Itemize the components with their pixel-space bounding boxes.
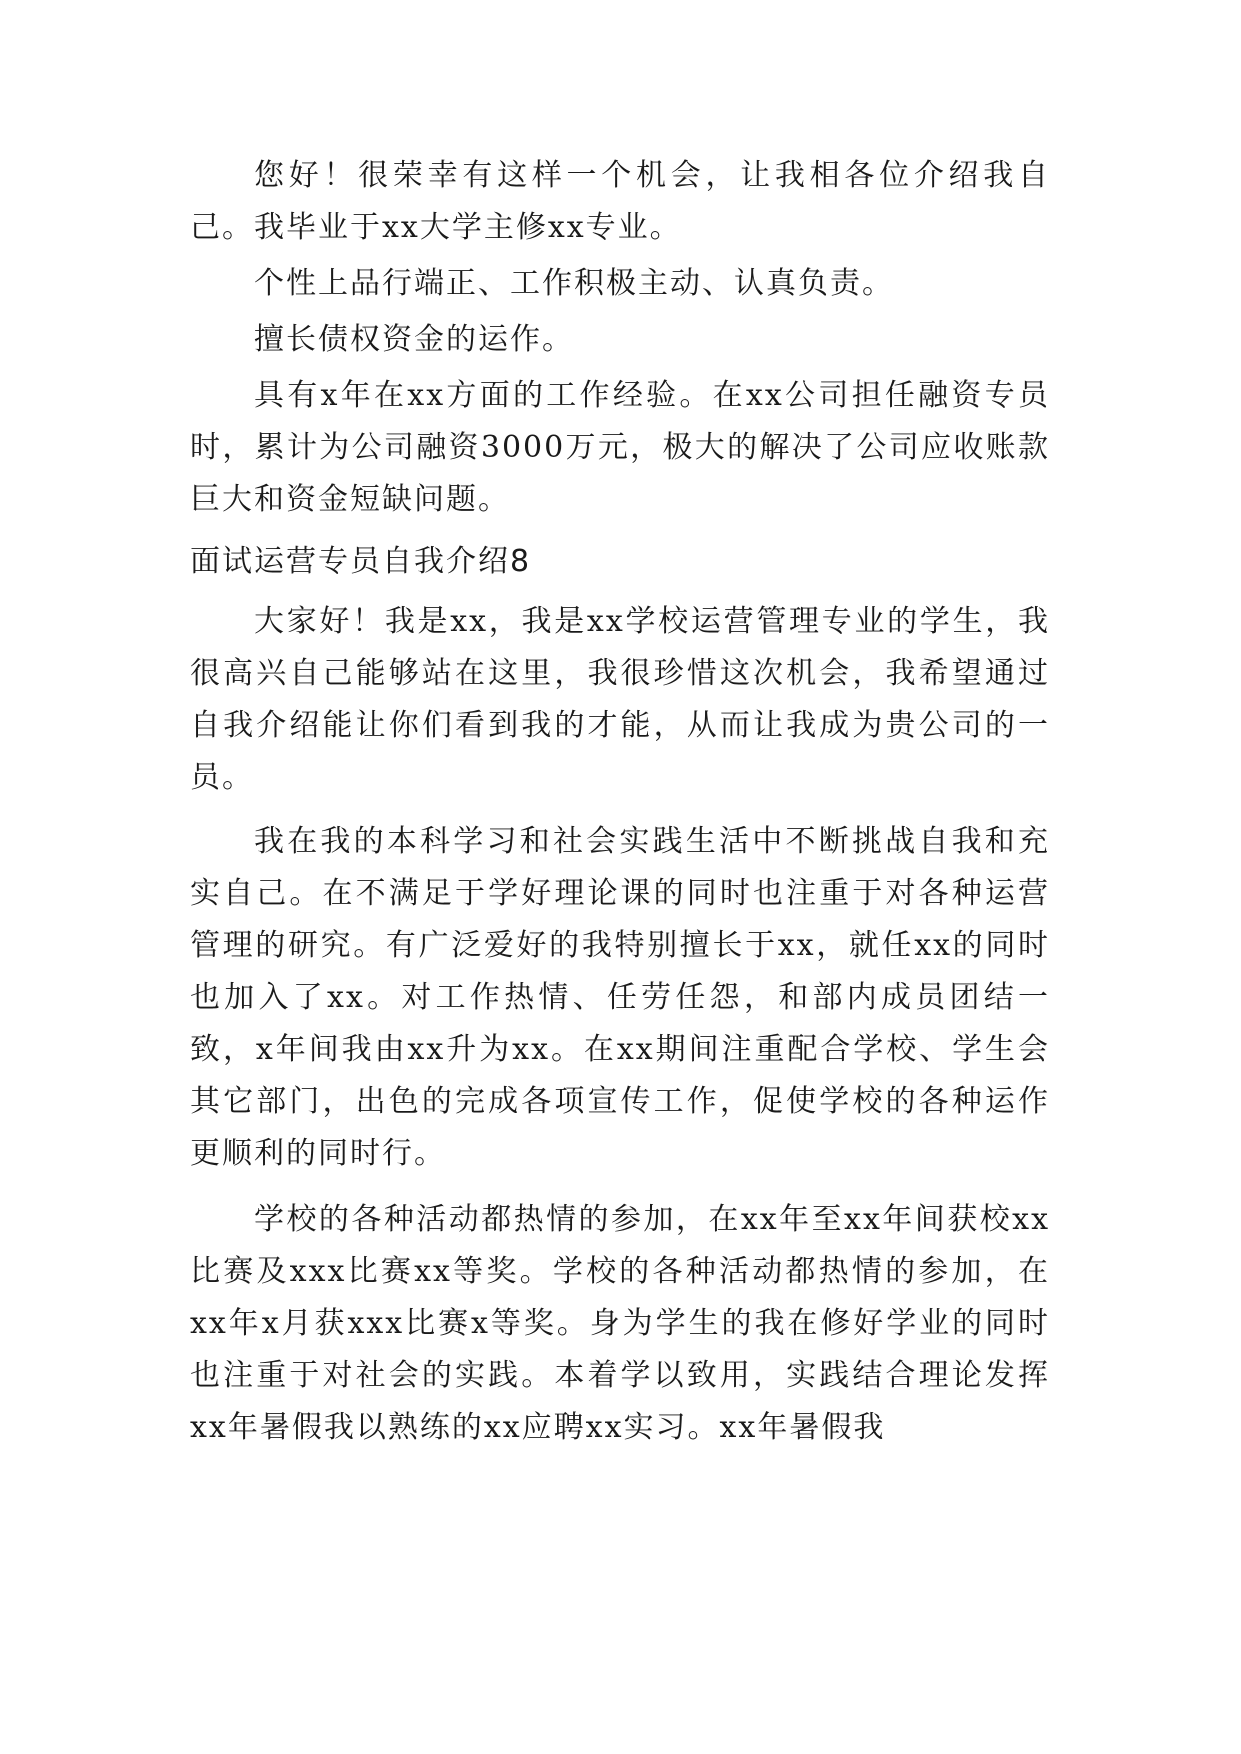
paragraph-personality: 个性上品行端正、工作积极主动、认真负责。: [254, 266, 894, 301]
section-title: 面试运营专员自我介绍8: [190, 544, 532, 579]
paragraph-experience: 具有x年在xx方面的工作经验。在xx公司担任融资专员时，累计为公司融资3000万元，极大的解决了公司应收账款巨大和资金短缺问题。: [190, 378, 1050, 517]
paragraph-skill: 擅长债权资金的运作。: [254, 322, 574, 357]
paragraph-greeting: 您好！很荣幸有这样一个机会，让我相各位介绍我自己。我毕业于xx大学主修xx专业。: [190, 158, 1050, 245]
paragraph-activities: 学校的各种活动都热情的参加，在xx年至xx年间获校xx比赛及xxx比赛xx等奖。学校的各种活动都热情的参加，在xx年x月获xxx比赛x等奖。身为学生的我在修好学业的同时也注重于对社会的实践。本着学以致用，实践结合理论发挥xx年暑假我以熟练的xx应聘xx实习。xx年暑假我: [190, 1202, 1050, 1445]
paragraph-intro: 大家好！我是xx，我是xx学校运营管理专业的学生，我很高兴自己能够站在这里，我很珍惜这次机会，我希望通过自我介绍能让你们看到我的才能，从而让我成为贵公司的一员。: [190, 604, 1050, 795]
paragraph-study: 我在我的本科学习和社会实践生活中不断挑战自我和充实自己。在不满足于学好理论课的同时也注重于对各种运营管理的研究。有广泛爱好的我特别擅长于xx，就任xx的同时也加入了xx。对工作热情、任劳任怨，和部内成员团结一致，x年间我由xx升为xx。在xx期间注重配合学校、学生会其它部门，出色的完成各项宣传工作，促使学校的各种运作更顺利的同时行。: [190, 824, 1050, 1171]
